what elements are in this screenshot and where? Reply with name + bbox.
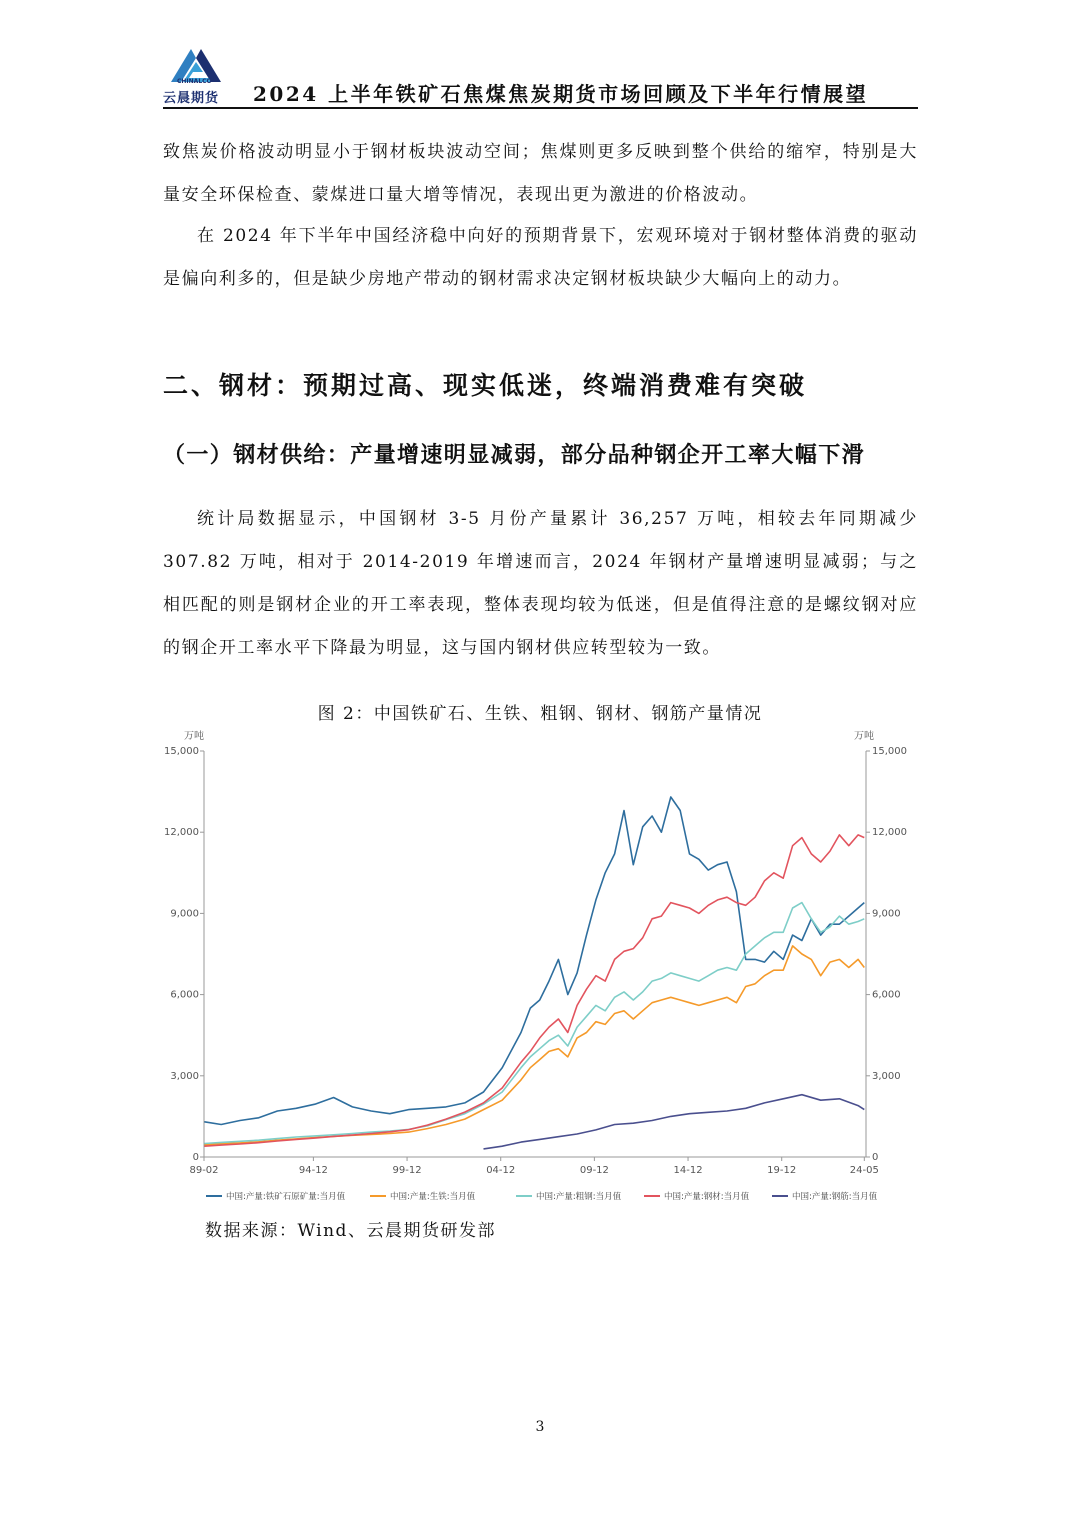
page-header [163, 40, 918, 110]
chart-svg [160, 725, 920, 1210]
x-tick-label: 94-12 [298, 1165, 328, 1176]
subsection-heading: （一）钢材供给：产量增速明显减弱，部分品种钢企开工率大幅下滑 [163, 442, 866, 468]
y-tick-label-right: 6,000 [872, 989, 901, 1001]
data-source-note: 数据来源：Wind、云晨期货研发部 [205, 1221, 496, 1241]
x-tick-label: 24-05 [849, 1165, 879, 1176]
series-line-5 [484, 1095, 865, 1149]
y-tick-label-left: 12,000 [164, 827, 199, 839]
page-number: 3 [535, 1419, 545, 1435]
paragraph-1: 致焦炭价格波动明显小于钢材板块波动空间；焦煤则更多反映到整个供给的缩窄，特别是大量安全环保检查、蒙煤进口量大增等情况，表现出更为激进的价格波动。 [163, 142, 918, 205]
legend-label-1: 中国:产量:铁矿石原矿量:当月值 [226, 1192, 346, 1202]
y-tick-label-right: 0 [872, 1152, 879, 1163]
y-unit-left: 万吨 [184, 731, 204, 742]
x-tick-label: 19-12 [767, 1165, 797, 1176]
x-tick-label: 89-02 [189, 1165, 219, 1176]
document-title: 2024 上半年铁矿石焦煤焦炭期货市场回顾及下半年行情展望 [253, 82, 869, 106]
figure-caption: 图 2：中国铁矿石、生铁、粗钢、钢材、钢筋产量情况 [317, 704, 763, 724]
y-tick-label-left: 9,000 [170, 908, 199, 920]
y-tick-label-right: 3,000 [872, 1070, 901, 1082]
legend-label-4: 中国:产量:钢材:当月值 [664, 1192, 750, 1202]
y-tick-label-left: 3,000 [170, 1070, 199, 1082]
legend-label-3: 中国:产量:粗钢:当月值 [536, 1192, 622, 1202]
y-tick-label-left: 0 [192, 1152, 199, 1163]
x-tick-label: 99-12 [392, 1165, 422, 1176]
section-heading: 二、钢材：预期过高、现实低迷，终端消费难有突破 [163, 371, 808, 400]
legend-label-2: 中国:产量:生铁:当月值 [390, 1192, 476, 1202]
production-line-chart [160, 725, 920, 1210]
y-tick-label-right: 9,000 [872, 908, 901, 920]
y-tick-label-right: 12,000 [872, 827, 907, 839]
x-tick-label: 04-12 [486, 1165, 516, 1176]
logo-chinese-text: 云晨期货 [163, 91, 220, 106]
y-unit-right: 万吨 [854, 731, 874, 742]
x-tick-label: 09-12 [579, 1165, 609, 1176]
y-tick-label-left: 6,000 [170, 989, 199, 1001]
series-line-4 [204, 835, 864, 1146]
paragraph-2: 在 2024 年下半年中国经济稳中向好的预期背景下，宏观环境对于钢材整体消费的驱动是偏向利多的，但是缺少房地产带动的钢材需求决定钢材板块缺少大幅向上的动力。 [163, 226, 918, 289]
y-tick-label-left: 15,000 [164, 746, 199, 757]
logo-english-text: CHINALCO [177, 78, 212, 85]
x-tick-label: 14-12 [673, 1165, 703, 1176]
y-tick-label-right: 15,000 [872, 746, 907, 757]
legend-label-5: 中国:产量:钢筋:当月值 [792, 1192, 878, 1202]
paragraph-3: 统计局数据显示，中国钢材 3-5 月份产量累计 36,257 万吨，相较去年同期减少 307.82 万吨，相对于 2014-2019 年增速而言，2024 年钢材产量增速明显减弱；与之相匹配的则是钢材企业的开工率表现，整体表现均较为低迷，但是值得注意的是螺纹钢对应的钢企开工率水平下降最为明显，这与国内钢材供应转型较为一致。 [163, 509, 918, 658]
series-line-1 [204, 797, 864, 1125]
header-divider [163, 107, 918, 109]
